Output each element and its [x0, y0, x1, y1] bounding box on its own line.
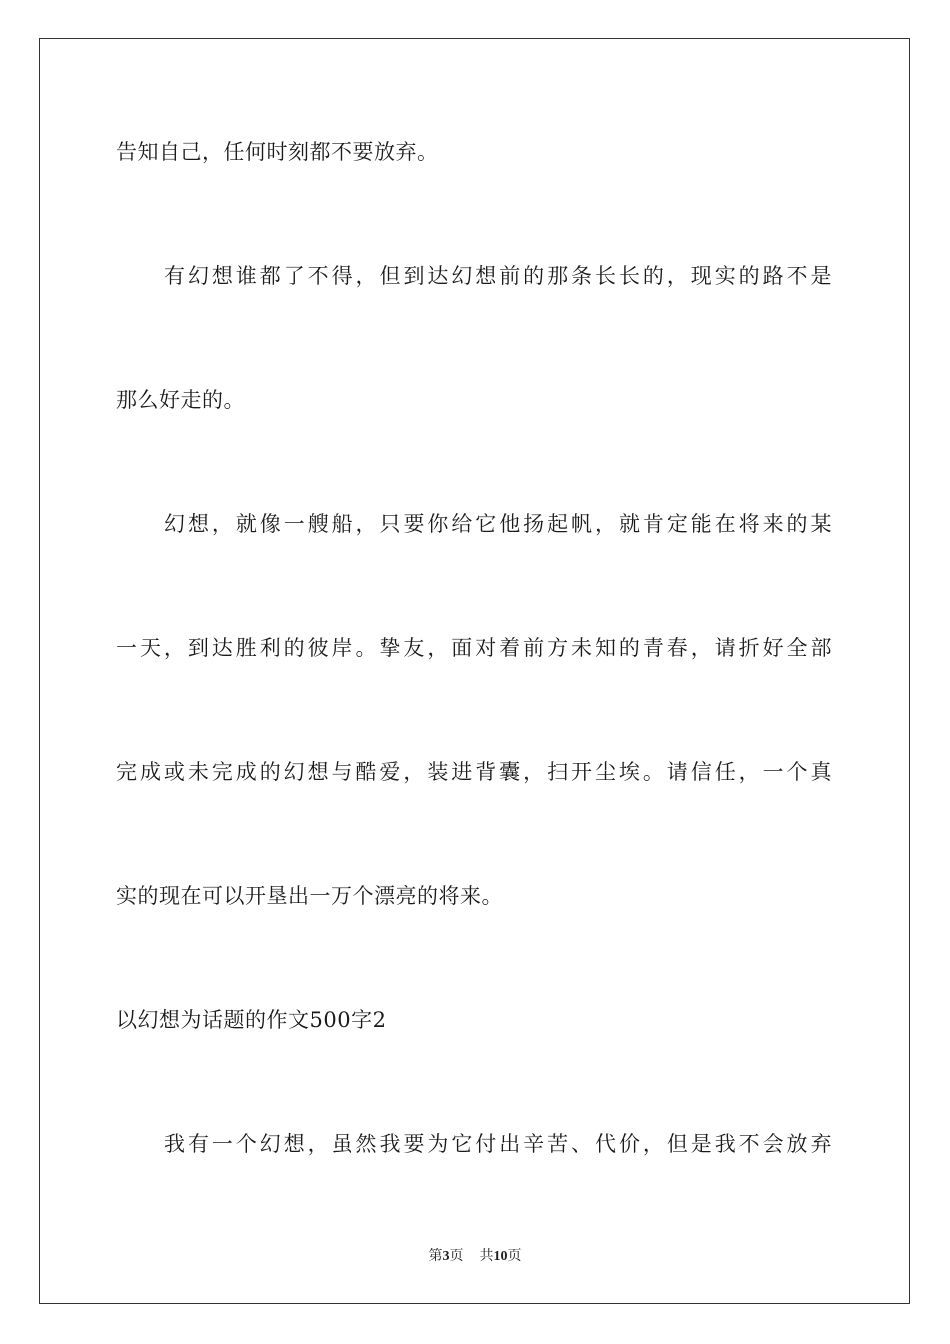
footer-total-prefix: 共: [479, 1249, 494, 1264]
text-line-7: 实的现在可以开垦出一万个漂亮的将来。: [116, 884, 503, 908]
text-line-9: 我有一个幻想，虽然我要为它付出辛苦、代价，但是我不会放弃: [164, 1132, 832, 1156]
text-line-3: 那么好走的。: [116, 388, 245, 412]
page-footer: [0, 1247, 950, 1267]
footer-total-suffix: 页: [507, 1249, 522, 1264]
footer-page-suffix: 页: [449, 1249, 464, 1264]
text-line-5: 一天，到达胜利的彼岸。挚友，面对着前方未知的青春，请折好全部: [116, 636, 832, 660]
page-border: [39, 38, 910, 1304]
section-heading: 以幻想为话题的作文500字2: [116, 1008, 387, 1032]
text-line-4: 幻想，就像一艘船，只要你给它他扬起帆，就肯定能在将来的某: [164, 512, 832, 536]
footer-page-prefix: 第: [428, 1249, 443, 1264]
footer-page-total: 10: [493, 1249, 508, 1264]
text-line-2: 有幻想谁都了不得，但到达幻想前的那条长长的，现实的路不是: [164, 264, 832, 288]
text-line-1: 告知自己，任何时刻都不要放弃。: [116, 140, 439, 164]
text-line-6: 完成或未完成的幻想与酷爱，装进背囊，扫开尘埃。请信任，一个真: [116, 760, 832, 784]
footer-page-current: 3: [442, 1249, 450, 1264]
